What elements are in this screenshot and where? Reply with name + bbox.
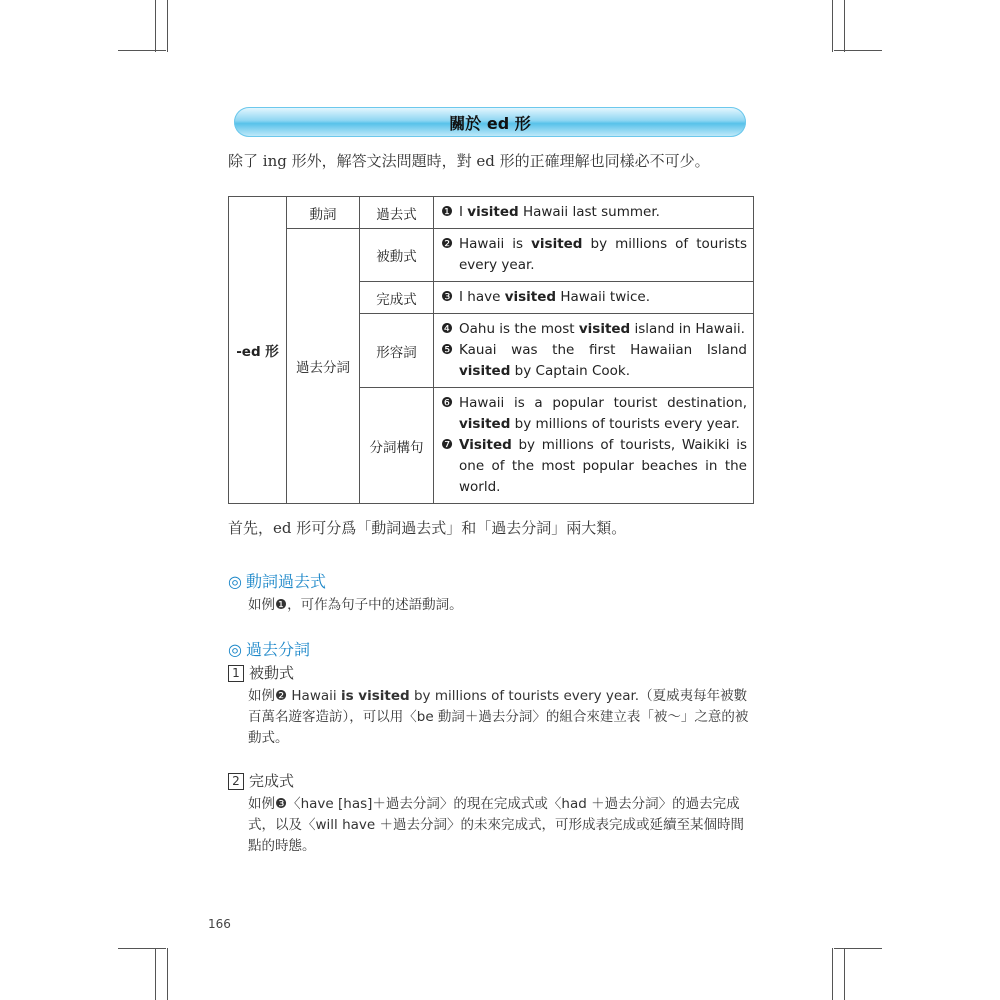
example-item: ❸ I have visited Hawaii twice. xyxy=(441,287,747,308)
banner-title: 關於 ed 形 xyxy=(449,114,531,133)
crop-mark xyxy=(832,948,833,1000)
example-item: ❶ I visited Hawaii last summer. xyxy=(441,202,747,223)
section-body: 如例❶，可作為句子中的述語動詞。 xyxy=(248,597,463,613)
section-heading-past-participle xyxy=(228,637,310,660)
example-cell xyxy=(434,388,754,504)
crop-mark xyxy=(118,50,166,51)
double-circle-icon: ◎ xyxy=(228,572,242,591)
example-number: ❶ xyxy=(441,204,454,220)
section-title: 過去分詞 xyxy=(245,640,310,659)
double-circle-icon: ◎ xyxy=(228,640,242,659)
example-cell xyxy=(434,314,754,388)
crop-mark xyxy=(155,0,156,52)
example-number: ❼ xyxy=(441,437,454,453)
example-cell xyxy=(434,197,754,229)
row-label-verb: 動詞 xyxy=(287,197,360,229)
crop-mark xyxy=(844,0,845,52)
crop-mark xyxy=(167,0,168,52)
crop-mark xyxy=(832,0,833,52)
ed-form-table xyxy=(228,196,754,504)
row-label-past-participle: 過去分詞 xyxy=(287,229,360,504)
example-cell xyxy=(434,229,754,282)
crop-mark xyxy=(167,948,168,1000)
example-number: ❹ xyxy=(441,321,454,337)
crop-mark xyxy=(155,948,156,1000)
example-item: ❼ Visited by millions of tourists, Waikiki is one of the most popular beaches in the world. xyxy=(441,435,747,498)
example-number: ❻ xyxy=(441,395,454,411)
section-heading-past-tense xyxy=(228,569,326,592)
crop-mark xyxy=(844,948,845,1000)
example-item: ❹ Oahu is the most visited island in Hawaii. xyxy=(441,319,747,340)
intro-paragraph: 除了 ing 形外，解答文法問題時，對 ed 形的正確理解也同樣必不可少。 xyxy=(228,152,710,170)
subsection-heading: 1 被動式 xyxy=(228,662,294,683)
subsection-body: 如例❸〈have [has]＋過去分詞〉的現在完成式或〈had ＋過去分詞〉的過去完成式，以及〈will have ＋過去分詞〉的未來完成式，可形成表完成或延續至某個時間點的時態。 xyxy=(248,796,744,854)
example-number: ❺ xyxy=(441,342,454,358)
row-sublabel-past: 過去式 xyxy=(360,197,434,229)
row-sublabel-adjective: 形容詞 xyxy=(360,314,434,388)
example-item: ❷ Hawaii is visited by millions of tourists every year. xyxy=(441,234,747,276)
example-item: ❻ Hawaii is a popular tourist destination, visited by millions of tourists every year. xyxy=(441,393,747,435)
row-sublabel-perfect: 完成式 xyxy=(360,282,434,314)
number-box: 2 xyxy=(228,773,244,790)
crop-mark xyxy=(118,948,166,949)
crop-mark xyxy=(834,50,882,51)
example-cell xyxy=(434,282,754,314)
number-box: 1 xyxy=(228,665,244,682)
summary-paragraph: 首先，ed 形可分爲「動詞過去式」和「過去分詞」兩大類。 xyxy=(228,519,627,537)
subsection-heading: 2 完成式 xyxy=(228,770,294,791)
example-number: ❸ xyxy=(441,289,454,305)
section-title: 動詞過去式 xyxy=(245,572,326,591)
row-sublabel-participle-clause: 分詞構句 xyxy=(360,388,434,504)
subsection-body: 如例❷ Hawaii is visited by millions of tourists every year.（夏威夷每年被數百萬名遊客造訪），可以用〈be 動詞＋過去分詞〉的組合來建立表「被～」之意的被動式。 xyxy=(248,688,749,746)
page-number: 166 xyxy=(208,917,231,931)
example-number: ❷ xyxy=(441,236,454,252)
example-item: ❺ Kauai was the first Hawaiian Island visited by Captain Cook. xyxy=(441,340,747,382)
crop-mark xyxy=(834,948,882,949)
section-banner xyxy=(234,107,746,137)
row-sublabel-passive: 被動式 xyxy=(360,229,434,282)
main-label-cell: -ed 形 xyxy=(229,197,287,504)
